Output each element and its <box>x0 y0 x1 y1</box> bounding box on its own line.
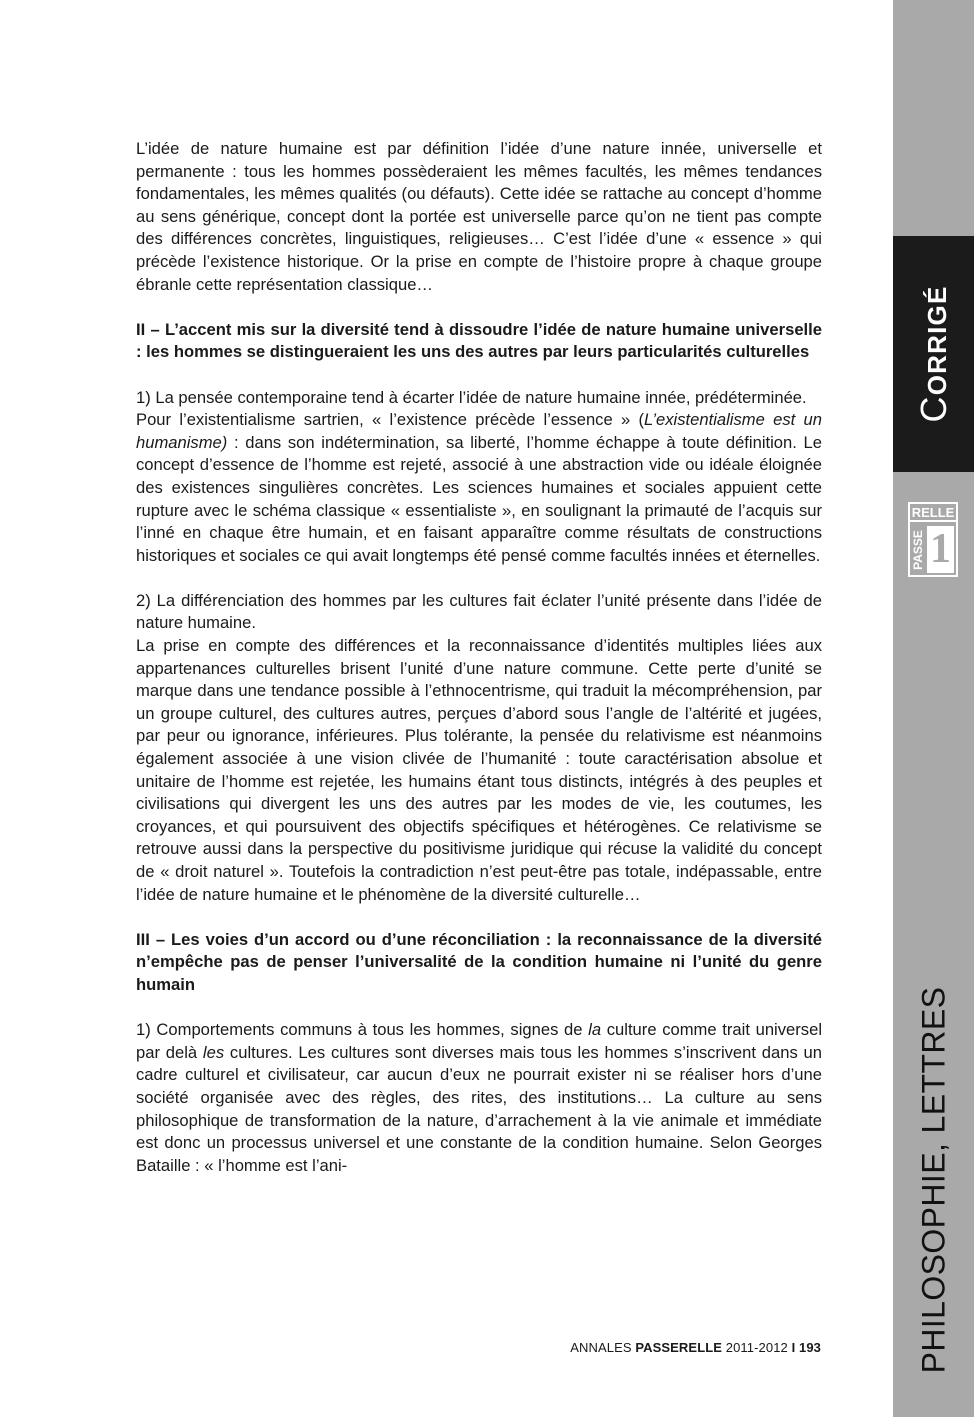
subject-band <box>893 960 974 1400</box>
text-run: Pour l’existentialisme sartrien, « l’existence précède l’essence » ( <box>136 410 645 430</box>
intro-paragraph: L’idée de nature humaine est par définition l’idée d’une nature innée, universelle et permanente : tous les hommes possèderaient les mêmes facultés, les mêmes tendances fondamentales, les mêmes qualités (ou défauts). Cette idée se rattache au concept d’homme au sens générique, concept dont la portée est universelle parce qu’on ne tient pas compte des différences concrètes, linguistiques, religieuses… C’est l’idée d’une « essence » qui précède l’existence historique. Or la prise en compte de l’histoire propre à chaque groupe ébranle cette représentation classique… <box>136 139 822 294</box>
logo-number: 1 <box>927 526 954 573</box>
text-run: culture comme trait universel par delà <box>136 1020 823 1062</box>
corrige-tab <box>893 236 974 472</box>
logo-top-text: RELLE <box>911 505 955 520</box>
passerelle-logo <box>908 502 958 577</box>
text-run: 1) Comportements communs à tous les hommes, signes de <box>136 1020 589 1040</box>
corrige-initial: C <box>912 395 954 423</box>
book-title: L’existentialisme est un humanisme) <box>136 410 822 452</box>
footer-brand: PASSERELLE <box>635 1340 723 1355</box>
subject-label: PHILOSOPHIE, LETTRES <box>915 986 951 1374</box>
subsection-2-1-body <box>136 409 822 567</box>
logo-side <box>911 524 925 575</box>
subsection-2-2-title: 2) La différenciation des hommes par les cultures fait éclater l’unité présente dans l’idée de nature humaine. <box>136 590 822 633</box>
text-run: cultures. Les cultures sont diverses mais tous les hommes s’inscrivent dans un cadre culturel et civilisateur, car aucun d’eux ne pourrait exister ni se réaliser hors d’une société organisée avec des règles, des rites, des institutions… La culture au sens philosophique de transformation de la nature, d’arrachement à la vie animale et immédiate est donc un processus universel et une constante de la condition humaine. Selon Georges Bataille : « l’homme est l’ani- <box>136 1042 822 1175</box>
corrige-label <box>913 286 955 423</box>
side-band <box>893 0 974 1417</box>
emphasis: la <box>588 1020 602 1040</box>
section-heading-3: III – Les voies d’un accord ou d’une réconciliation : la reconnaissance de la diversité n’empêche pas de penser l’universalité de la condition humaine ni l’unité du genre humain <box>136 929 822 994</box>
main-text <box>136 138 822 1177</box>
page-number: 193 <box>795 1340 821 1355</box>
emphasis: les <box>202 1042 225 1062</box>
footer-separator: I <box>791 1340 796 1355</box>
text-run: : dans son indétermination, sa liberté, l’homme échappe à toute définition. Le concept d’essence de l’homme est rejeté, associé à une abstraction vide ou idéale éloignée des existences singulières concrètes. Les sciences humaines et sociales appuient cette rupture avec le schéma classique « essentialiste », en soulignant la primauté de l’acquis sur l’inné en chaque être humain, et en faisant apparaître comme résultats de constructions historiques et sociales ce qui avait longtemps été pensé comme facultés innées et éternelles. <box>136 432 822 565</box>
footer-years: 2011-2012 <box>722 1340 792 1355</box>
footer-annales: ANNALES <box>570 1340 636 1355</box>
logo-side-text: PASSE <box>911 529 925 570</box>
corrige-rest: ORRIGÉ <box>921 285 952 396</box>
subsection-3-1 <box>136 1019 822 1177</box>
page-footer <box>570 1340 821 1355</box>
subsection-2-2-body: La prise en compte des différences et la reconnaissance d’identités multiples liées aux appartenances culturelles brisent l’unité d’une nature commune. Cette perte d’unité se marque dans une tendance possible à l’ethnocentrisme, qui traduit la mécompréhension, par un groupe culturel, des cultures autres, perçues d’abord sous l’angle de l’altérité et jugées, par peur ou ignorance, inférieures. Plus tolérante, la pensée du relativisme est néanmoins également associée à une vision clivée de l’humanité : toute caractérisation absolue et unitaire de l’homme est rejetée, les humains étant tous distincts, intégrés à des peuples et civilisations qui divergent les uns des autres par les modes de vie, les coutumes, les croyances, et qui poursuivent des objectifs spécifiques et hétérogènes. Ce relativisme se retrouve aussi dans la perspective du positivisme juridique qui récuse la validité du concept de « droit naturel ». Toutefois la contradiction n’est peut-être pas totale, indépassable, entre l’idée de nature humaine et le phénomène de la diversité culturelle… <box>136 636 822 904</box>
subsection-2-1-title: 1) La pensée contemporaine tend à écarter l’idée de nature humaine innée, prédéterminée. <box>136 387 807 407</box>
section-heading-2: II – L’accent mis sur la diversité tend à dissoudre l’idée de nature humaine universelle : les hommes se distingueraient les uns des autres par leurs particularités culturelles <box>136 319 822 362</box>
